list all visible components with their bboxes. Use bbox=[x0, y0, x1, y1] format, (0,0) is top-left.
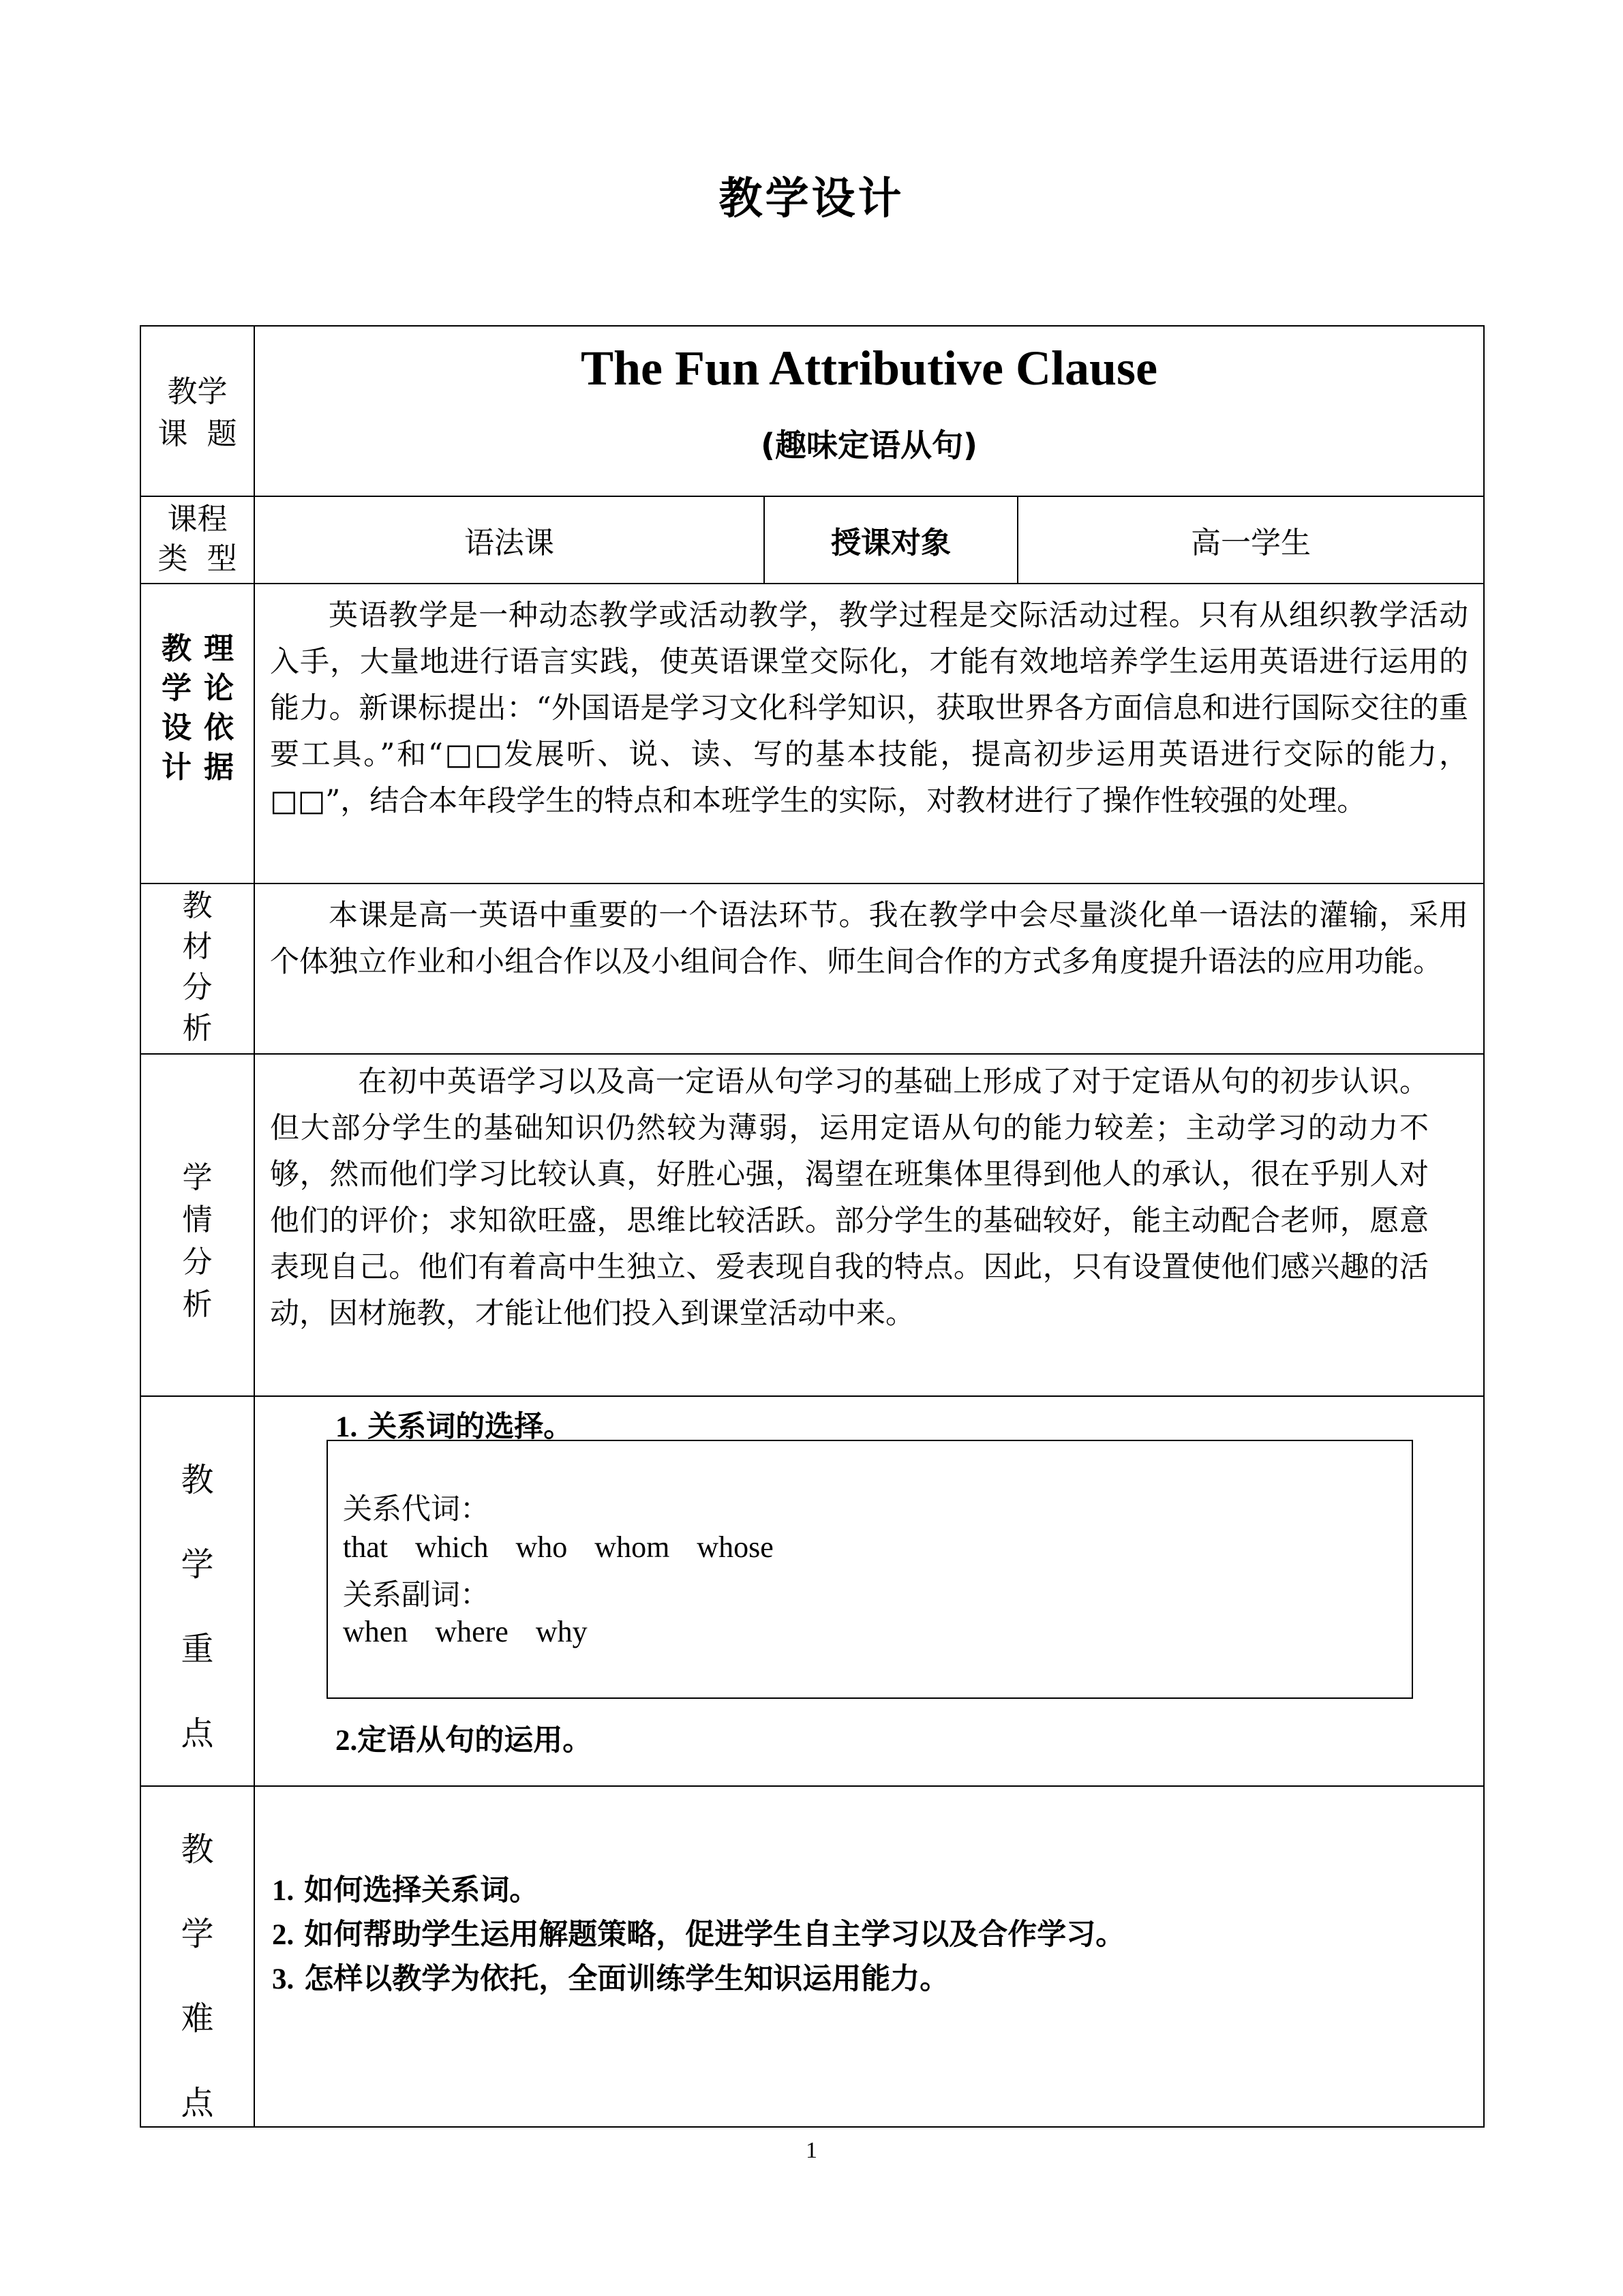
keypoints-item-2 bbox=[335, 1717, 592, 1759]
theory-label-char: 设 bbox=[162, 710, 192, 745]
difficulties-content-cell bbox=[254, 1785, 1485, 2128]
material-text-cell bbox=[254, 883, 1485, 1055]
keypoints-item-1-text: 关系词的选择。 bbox=[367, 1410, 573, 1444]
material-text: 本课是高一英语中重要的一个语法环节。我在教学中会尽量淡化单一语法的灌输，采用个体独立作业和小组合作以及小组间合作、师生间合作的方式多角度提升语法的应用功能。 bbox=[270, 898, 1468, 979]
learner-label-cell bbox=[140, 1053, 255, 1397]
audience-value-cell bbox=[1017, 496, 1485, 584]
theory-label-char: 论 bbox=[204, 671, 234, 706]
audience-label: 授课对象 bbox=[831, 526, 951, 560]
difficulty-text: 如何选择关系词。 bbox=[304, 1873, 539, 1907]
theory-label-cell bbox=[140, 583, 255, 884]
keypoints-content-cell bbox=[254, 1395, 1485, 1787]
learner-label-char: 分 bbox=[182, 1245, 213, 1280]
course-type-cell bbox=[254, 496, 765, 584]
learner-text: 在初中英语学习以及高一定语从句学习的基础上形成了对于定语从句的初步认识。但大部分学生的基础知识仍然较为薄弱，运用定语从句的能力较差；主动学习的动力不够，然而他们学习比较认真，好胜心强，渴望在班集体里得到他人的承认，很在乎别人对他们的评价；求知欲旺盛，思维比较活跃。部分学生的基础较好，能主动配合老师，愿意表现自己。他们有着高中生独立、爱表现自我的特点。因此，只有设置使他们感兴趣的活动，因材施教，才能让他们投入到课堂活动中来。 bbox=[270, 1065, 1429, 1331]
adverb-label: 关系副词： bbox=[343, 1578, 489, 1612]
keypoints-label-char: 重 bbox=[181, 1630, 214, 1668]
difficulty-item bbox=[272, 1869, 1125, 1913]
keypoints-label-cell bbox=[140, 1395, 255, 1787]
course-label-line2: 类 型 bbox=[157, 541, 237, 576]
keypoints-item-1 bbox=[335, 1404, 573, 1445]
material-label-char: 教 bbox=[182, 888, 213, 923]
keypoints-label-char: 学 bbox=[181, 1545, 214, 1584]
course-type-value: 语法课 bbox=[464, 526, 554, 560]
pronoun-label: 关系代词： bbox=[343, 1492, 489, 1526]
difficulty-text: 如何帮助学生运用解题策略，促进学生自主学习以及合作学习。 bbox=[304, 1918, 1125, 1952]
theory-label-char: 依 bbox=[204, 710, 234, 745]
keypoints-label-char: 教 bbox=[181, 1461, 214, 1499]
page-title: 教学设计 bbox=[718, 174, 905, 224]
theory-label-char: 据 bbox=[204, 750, 234, 785]
topic-title-cn: (趣味定语从句) bbox=[760, 427, 978, 464]
pronoun-word: whom bbox=[594, 1530, 670, 1564]
material-label-char: 析 bbox=[182, 1011, 213, 1046]
audience-label-cell bbox=[763, 496, 1018, 584]
pronoun-word: that bbox=[343, 1530, 388, 1564]
pronoun-word: whose bbox=[697, 1530, 774, 1564]
difficulty-number: 3. bbox=[272, 1963, 294, 1995]
keypoints-item-2-number: 2. bbox=[335, 1725, 358, 1757]
adverb-word: when bbox=[343, 1615, 408, 1648]
topic-label-line1: 教学 bbox=[167, 374, 228, 409]
theory-text: 英语教学是一种动态教学或活动教学，教学过程是交际活动过程。只有从组织教学活动入手，大量地进行语言实践，使英语课堂交际化，才能有效地培养学生运用英语进行运用的能力。新课标提出：“外国语是学习文化科学知识，获取世界各方面信息和进行国际交往的重要工具。”和“□□发展听、说、读、写的基本技能，提高初步运用英语进行交际的能力，□□”，结合本年段学生的特点和本班学生的实际，对教材进行了操作性较强的处理。 bbox=[270, 599, 1468, 818]
topic-label-line2: 课 题 bbox=[157, 417, 237, 451]
difficulty-number: 2. bbox=[272, 1919, 294, 1951]
adverb-word: where bbox=[435, 1615, 509, 1648]
theory-label-char: 教 bbox=[162, 631, 192, 666]
learner-label-char: 情 bbox=[182, 1203, 213, 1237]
pronoun-word: who bbox=[515, 1530, 568, 1564]
audience-value: 高一学生 bbox=[1191, 526, 1311, 560]
material-label-cell bbox=[140, 883, 255, 1055]
relative-words-box bbox=[327, 1440, 1413, 1699]
course-label-line1: 课程 bbox=[167, 502, 228, 537]
pronoun-list bbox=[343, 1530, 774, 1565]
topic-title-en: The Fun Attributive Clause bbox=[580, 341, 1158, 395]
theory-label-char: 学 bbox=[162, 671, 192, 706]
keypoints-item-2-text: 定语从句的运用。 bbox=[357, 1723, 592, 1757]
difficulty-text: 怎样以教学为依托，全面训练学生知识运用能力。 bbox=[304, 1962, 950, 1996]
material-label-char: 材 bbox=[182, 929, 213, 964]
learner-text-cell bbox=[254, 1053, 1485, 1397]
difficulties-list bbox=[272, 1869, 1125, 2002]
difficulties-label-char: 学 bbox=[181, 1915, 214, 1953]
topic-label-cell bbox=[140, 325, 255, 497]
course-label-cell bbox=[140, 496, 255, 584]
material-label-char: 分 bbox=[182, 970, 213, 1005]
page-number: 1 bbox=[806, 2138, 817, 2163]
adverb-word: why bbox=[535, 1615, 588, 1648]
learner-label-char: 学 bbox=[182, 1160, 213, 1195]
theory-label-char: 计 bbox=[162, 750, 192, 785]
pronoun-word: which bbox=[414, 1530, 489, 1564]
adverb-list bbox=[343, 1614, 588, 1649]
keypoints-label-char: 点 bbox=[181, 1715, 214, 1753]
difficulty-number: 1. bbox=[272, 1875, 294, 1907]
difficulties-label-char: 点 bbox=[181, 2084, 214, 2122]
difficulty-item bbox=[272, 1957, 1125, 2002]
keypoints-item-1-number: 1. bbox=[335, 1411, 358, 1443]
difficulties-label-char: 难 bbox=[181, 1999, 214, 2038]
difficulties-label-char: 教 bbox=[181, 1830, 214, 1869]
difficulty-item bbox=[272, 1913, 1125, 1957]
theory-text-cell bbox=[254, 583, 1485, 884]
theory-label-char: 理 bbox=[204, 631, 234, 666]
learner-label-char: 析 bbox=[182, 1287, 213, 1322]
difficulties-label-cell bbox=[140, 1785, 255, 2128]
topic-value-cell bbox=[254, 325, 1485, 497]
